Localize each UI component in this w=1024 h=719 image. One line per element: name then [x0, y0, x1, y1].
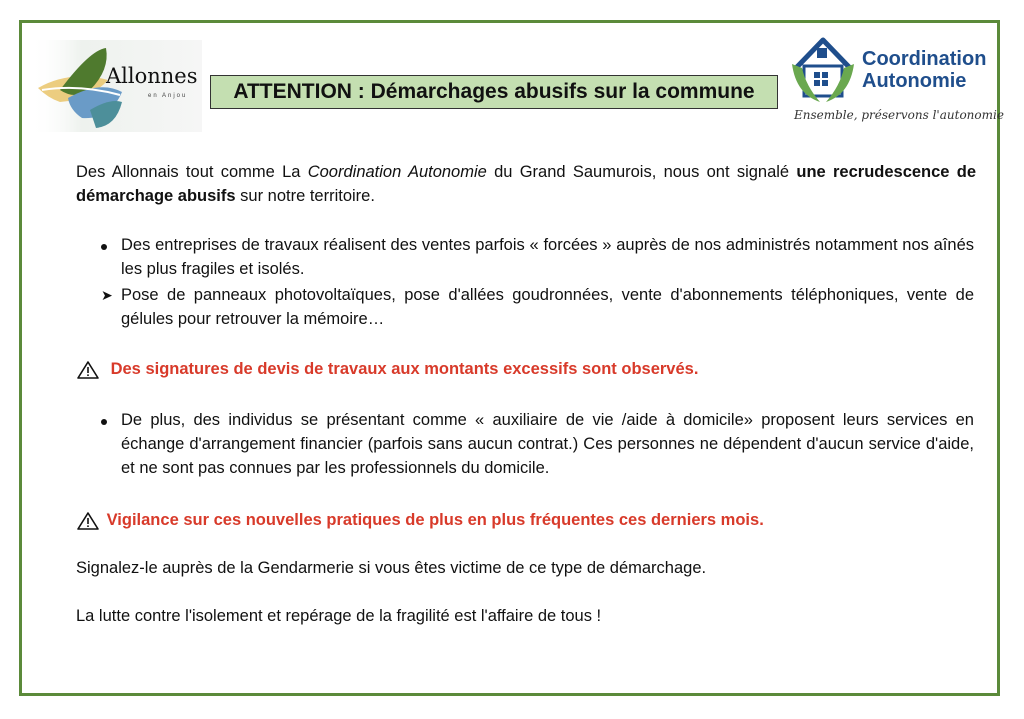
closing-line-1: Signalez-le auprès de la Gendarmerie si vous êtes victime de ce type de démarchage.	[76, 559, 707, 577]
bullet-dot-icon	[101, 408, 119, 432]
allonnes-logo	[30, 40, 202, 132]
intro-paragraph	[76, 160, 976, 208]
intro-text-2: du Grand Saumurois, nous ont signalé	[486, 163, 797, 181]
coordination-autonomie-logo	[790, 34, 1004, 130]
list-item-text: De plus, des individus se présentant comme « auxiliaire de vie /aide à domicile» proposent leurs services en échange d'arrangement financier (parfois sans aucun contrat.) Ces personnes ne dépendent d'aucun service d'aide, et ne sont pas connues par les professionnels du domicile.	[121, 411, 974, 477]
list-item-text: Des entreprises de travaux réalisent des ventes parfois « forcées » auprès de nos administrés notamment nos aînés les plus fragiles et isolés.	[121, 236, 974, 278]
page-title: ATTENTION : Démarchages abusifs sur la commune	[210, 75, 778, 109]
warning-line-2	[76, 508, 764, 532]
logo-tagline: Ensemble, préservons l'autonomie	[794, 108, 1004, 122]
intro-text-1: Des Allonnais tout comme La	[76, 163, 308, 181]
house-hands-icon	[790, 34, 856, 106]
intro-text-3: sur notre territoire.	[235, 187, 375, 205]
warning-text-2: Vigilance sur ces nouvelles pratiques de plus en plus fréquentes ces derniers mois.	[106, 511, 764, 529]
logo-town-name: Allonnes	[106, 64, 198, 88]
warning-line-1	[76, 357, 698, 381]
warning-text-1: Des signatures de devis de travaux aux montants excessifs sont observés.	[110, 360, 699, 378]
closing-line-2: La lutte contre l'isolement et repérage de la fragilité est l'affaire de tous !	[76, 607, 602, 625]
list-item-text: Pose de panneaux photovoltaïques, pose d'allées goudronnées, vente d'abonnements téléphoniques, vente de gélules pour retrouver la mémoire…	[121, 286, 974, 328]
intro-emphasis: une recrudescence de démarchage abusifs	[76, 163, 977, 205]
logo-town-tag: en Anjou	[148, 93, 188, 99]
logo-line1: Coordination	[862, 48, 987, 70]
intro-org-name: Coordination Autonomie	[307, 163, 487, 181]
warning-triangle-icon	[76, 511, 100, 531]
bullet-dot-icon	[101, 233, 119, 257]
logo-line2: Autonomie	[862, 70, 967, 92]
arrow-bullet-icon: ➤	[101, 287, 113, 303]
warning-triangle-icon	[76, 360, 100, 380]
